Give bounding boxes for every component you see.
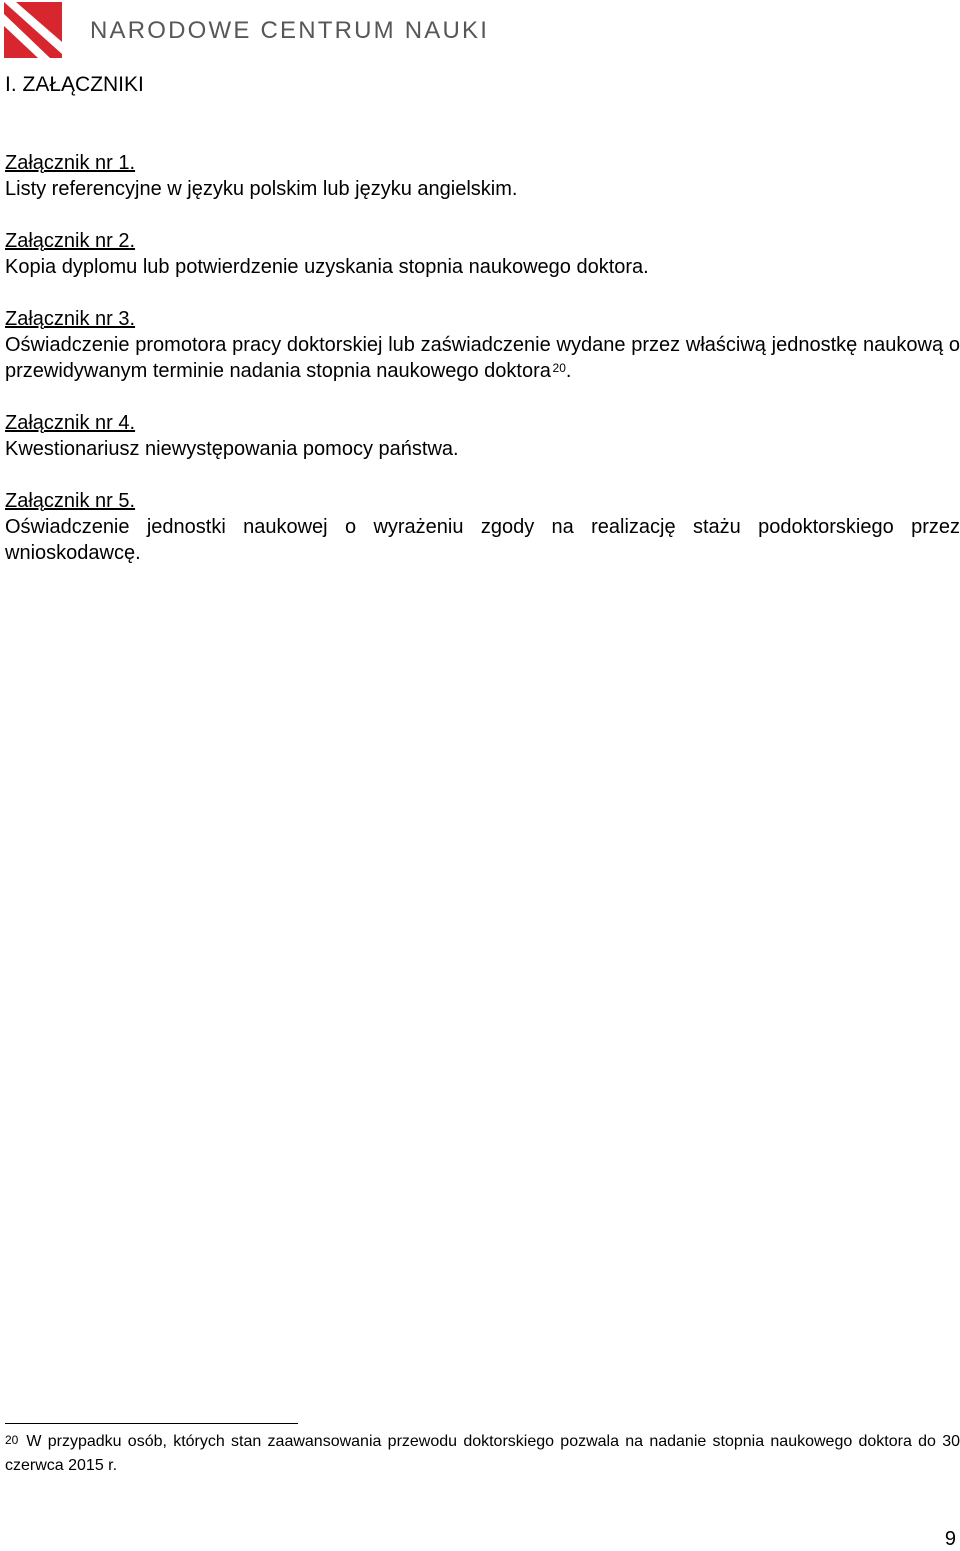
attachment-description-suffix: . (565, 360, 572, 382)
attachment-description: Oświadczenie jednostki naukowej o wyrażeniu zgody na realizację stażu podoktorskiego przez wnioskodawcę. (5, 516, 960, 564)
attachment-item (5, 228, 960, 280)
page-number: 9 (944, 1528, 956, 1550)
footnote (5, 1430, 960, 1478)
attachment-label: Załącznik nr 1. (5, 152, 136, 174)
footnote-divider (5, 1423, 298, 1424)
attachment-item (5, 150, 960, 202)
attachment-label: Załącznik nr 4. (5, 412, 136, 434)
attachment-description: Kopia dyplomu lub potwierdzenie uzyskania stopnia naukowego doktora. (5, 256, 649, 278)
attachment-description-text: Oświadczenie promotora pracy doktorskiej lub zaświadczenie wydane przez właściwą jednostkę naukową o przewidywanym terminie nadania stopnia naukowego doktora (5, 334, 960, 382)
page-header (4, 2, 489, 58)
attachment-label: Załącznik nr 2. (5, 230, 136, 252)
section-title: I. ZAŁĄCZNIKI (5, 73, 144, 96)
attachment-description: Listy referencyjne w języku polskim lub języku angielskim. (5, 178, 518, 200)
organization-name: NARODOWE CENTRUM NAUKI (90, 17, 490, 44)
attachment-item (5, 410, 960, 462)
footnote-text: W przypadku osób, których stan zaawansowania przewodu doktorskiego pozwala na nadanie stopnia naukowego doktora do 30 czerwca 2015 r. (5, 1433, 960, 1474)
attachments-list (5, 150, 960, 566)
attachment-label: Załącznik nr 3. (5, 308, 136, 330)
attachment-description (5, 332, 960, 384)
footnote-reference: 20 (552, 361, 566, 375)
ncn-logo-icon (4, 2, 62, 58)
footnote-number: 20 (5, 1433, 19, 1447)
attachment-item (5, 306, 960, 384)
attachment-description: Kwestionariusz niewystępowania pomocy państwa. (5, 438, 459, 460)
attachment-label: Załącznik nr 5. (5, 490, 136, 512)
attachment-item (5, 488, 960, 566)
